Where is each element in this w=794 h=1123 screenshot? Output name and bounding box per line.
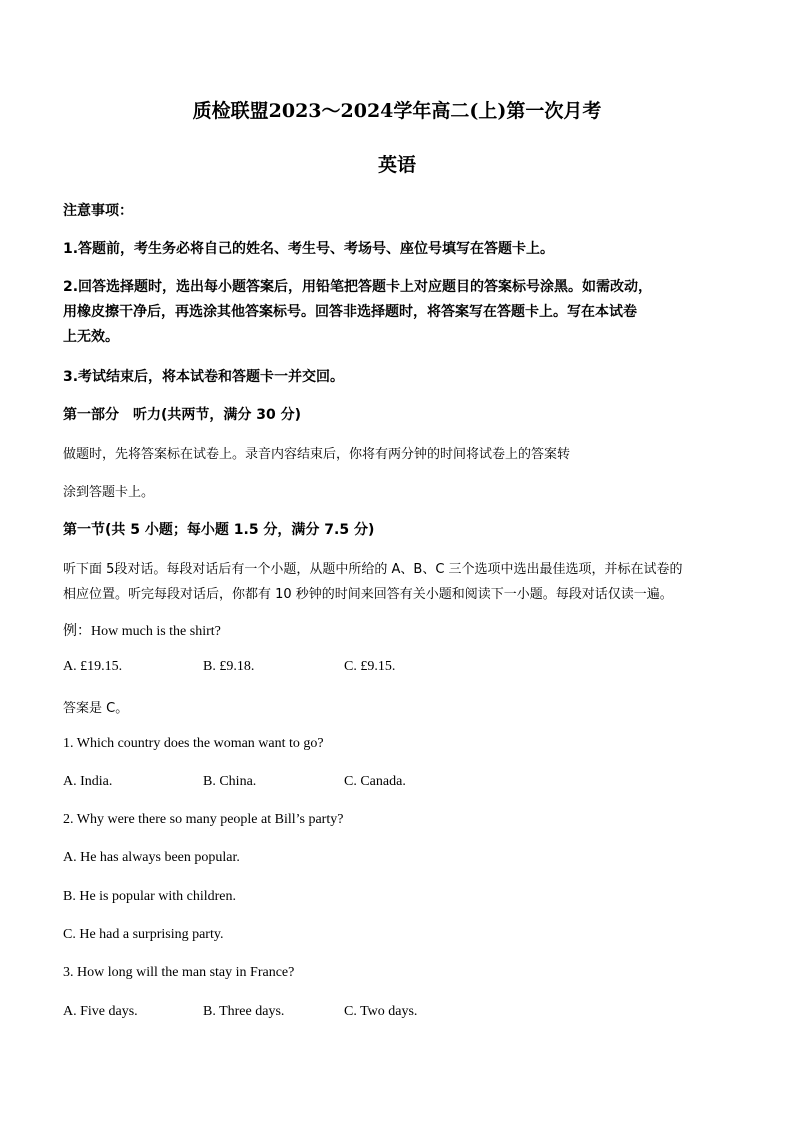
question-2-option-b: B. He is popular with children. [63,889,237,904]
question-2-option-a: A. He has always been popular. [63,850,240,865]
notes-item-2-line-1: 2.回答选择题时，选出每小题答案后，用铅笔把答题卡上对应题目的答案标号涂黑。如需改动， [63,279,653,295]
section1-heading: 第一节(共 5 小题；每小题 1.5 分，满分 7.5 分) [63,522,375,538]
question-3-option-a: A. Five days. [63,1004,138,1019]
exam-title: 质检联盟2023～2024学年高二(上)第一次月考 [192,100,602,122]
example-option-c: C. £9.15. [344,659,396,674]
question-2: 2. Why were there so many people at Bill’s party? [63,812,344,827]
section1-instruction-line-1: 听下面 5段对话。每段对话后有一个小题，从题中所给的 A、B、C 三个选项中选出最佳选项，并标在试卷的 [63,562,683,577]
question-1-option-a: A. India. [63,774,113,789]
question-3-option-b: B. Three days. [203,1004,285,1019]
notes-heading: 注意事项： [63,203,133,219]
section1-instruction-line-2: 相应位置。听完每段对话后，你都有 10 秒钟的时间来回答有关小题和阅读下一小题。每段对话仅读一遍。 [63,587,673,602]
question-2-option-c: C. He had a surprising party. [63,927,224,942]
notes-item-2-line-3: 上无效。 [63,329,119,345]
notes-item-2-line-2: 用橡皮擦干净后，再选涂其他答案标号。回答非选择题时，将答案写在答题卡上。写在本试卷 [63,304,637,320]
question-1: 1. Which country does the woman want to go? [63,736,324,751]
part1-instruction-line-1: 做题时，先将答案标在试卷上。录音内容结束后，你将有两分钟的时间将试卷上的答案转 [63,447,571,462]
question-3: 3. How long will the man stay in France? [63,965,295,980]
example-answer: 答案是 C。 [63,701,129,716]
example-option-a: A. £19.15. [63,659,123,674]
exam-subject: 英语 [377,154,416,176]
example-question: 例：How much is the shirt? [63,624,221,639]
notes-item-3: 3.考试结束后，将本试卷和答题卡一并交回。 [63,369,345,385]
question-1-option-b: B. China. [203,774,257,789]
question-3-option-c: C. Two days. [344,1004,418,1019]
question-1-option-c: C. Canada. [344,774,406,789]
example-option-b: B. £9.18. [203,659,255,674]
part1-heading: 第一部分 听力(共两节，满分 30 分) [63,407,302,423]
notes-item-1: 1.答题前，考生务必将自己的姓名、考生号、考场号、座位号填写在答题卡上。 [63,241,555,257]
part1-instruction-line-2: 涂到答题卡上。 [63,485,155,500]
